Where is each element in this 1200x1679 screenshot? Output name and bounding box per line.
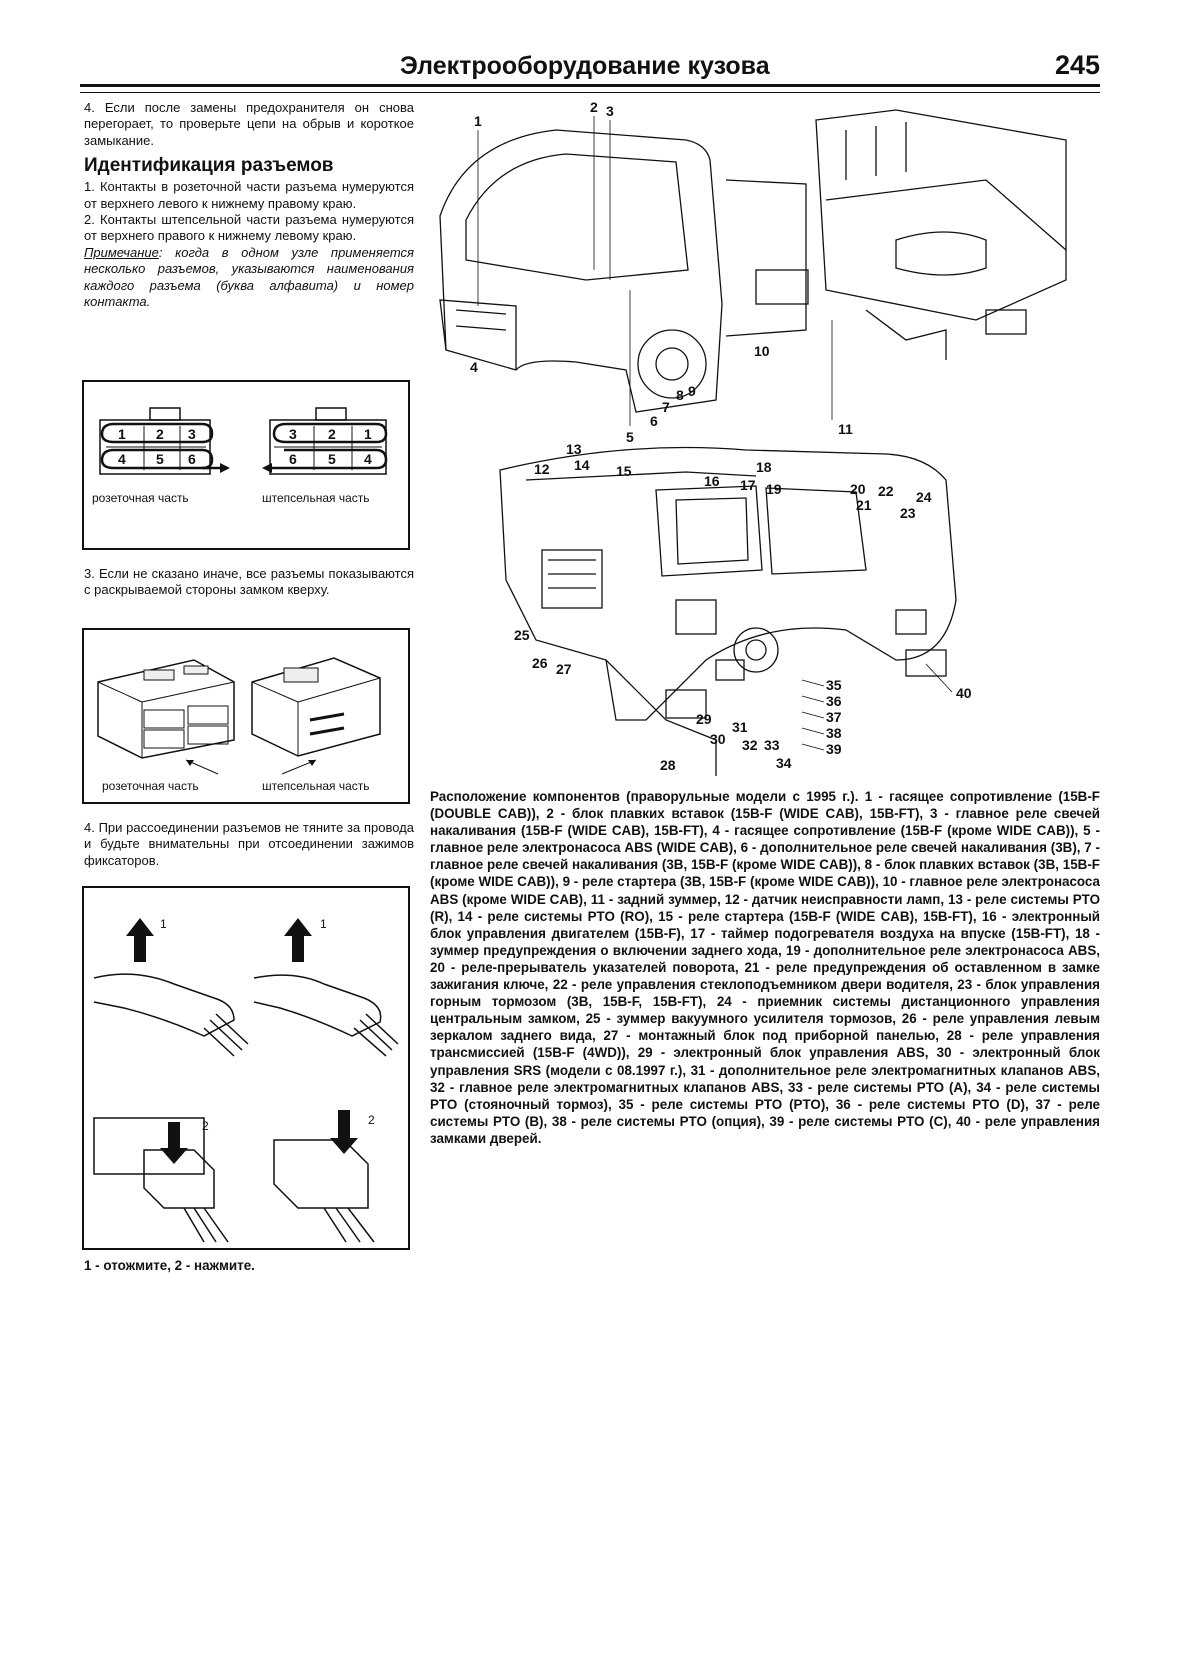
figure-disconnect-steps [82, 886, 410, 1250]
left-pin-2: 2 [156, 426, 164, 442]
callout-33: 33 [764, 737, 780, 753]
callout-22: 22 [878, 483, 894, 499]
right-pin-3: 3 [289, 426, 297, 442]
component-location-drawing [426, 100, 1102, 776]
callout-17: 17 [740, 477, 756, 493]
callout-40: 40 [956, 685, 972, 701]
callout-36: 36 [826, 693, 842, 709]
section-title: Идентификация разъемов [84, 155, 334, 177]
callout-27: 27 [556, 661, 572, 677]
step-1b-number: 1 [320, 917, 327, 931]
disconnect-steps-drawing [84, 888, 408, 1248]
right-pin-2: 2 [328, 426, 336, 442]
figure-connector-views [82, 628, 410, 804]
callout-2: 2 [590, 100, 598, 115]
callout-20: 20 [850, 481, 866, 497]
figure-disconnect-caption: 1 - отожмите, 2 - нажмите. [84, 1258, 255, 1273]
callout-39: 39 [826, 741, 842, 757]
component-location-diagram [426, 100, 1102, 776]
step-2a-number: 2 [202, 1119, 209, 1133]
callout-16: 16 [704, 473, 720, 489]
callout-32: 32 [742, 737, 758, 753]
header-rule [80, 92, 1100, 93]
page-number: 245 [1054, 50, 1100, 80]
callout-29: 29 [696, 711, 712, 727]
callout-23: 23 [900, 505, 916, 521]
callout-8: 8 [676, 387, 684, 403]
callout-37: 37 [826, 709, 842, 725]
callout-7: 7 [662, 399, 670, 415]
callout-13: 13 [566, 441, 582, 457]
callout-12: 12 [534, 461, 550, 477]
left-column [84, 100, 414, 310]
paragraph-fuse: 4. Если после замены предохранителя он снова перегорает, то проверьте цепи на обрыв и короткое замыкание. [84, 100, 414, 148]
left-pin-3: 3 [188, 426, 196, 442]
callout-6: 6 [650, 413, 658, 429]
callout-10: 10 [754, 343, 770, 359]
callout-38: 38 [826, 725, 842, 741]
callout-28: 28 [660, 757, 676, 773]
callout-30: 30 [710, 731, 726, 747]
step-2b-number: 2 [368, 1113, 375, 1127]
right-pin-5: 5 [328, 451, 336, 467]
callout-21: 21 [856, 497, 872, 513]
label-plug-part: штепсельная часть [262, 491, 370, 505]
paragraph-socket-numbering: 1. Контакты в розеточной части разъема нумеруются от верхнего левого к нижнему правому краю. [84, 179, 414, 211]
callout-4: 4 [470, 359, 478, 375]
left-pin-1: 1 [118, 426, 126, 442]
callout-1: 1 [474, 113, 482, 129]
left-pin-5: 5 [156, 451, 164, 467]
callout-14: 14 [574, 457, 590, 473]
pin-numbering-drawing [84, 382, 408, 548]
paragraph-3-wrap [84, 566, 414, 599]
fig2-label-plug: штепсельная часть [262, 779, 370, 793]
callout-3: 3 [606, 103, 614, 119]
callout-25: 25 [514, 627, 530, 643]
connector-views-drawing [84, 630, 408, 802]
right-pin-6: 6 [289, 451, 297, 467]
callout-11: 11 [838, 421, 853, 437]
callout-9: 9 [688, 383, 696, 399]
left-pin-4: 4 [118, 451, 126, 467]
right-pin-4: 4 [364, 451, 372, 467]
left-pin-6: 6 [188, 451, 196, 467]
page-header [80, 50, 1100, 87]
callout-5: 5 [626, 429, 634, 445]
callout-35: 35 [826, 677, 842, 693]
right-pin-1: 1 [364, 426, 372, 442]
paragraph-4-wrap [84, 820, 414, 869]
component-location-caption: Расположение компонентов (праворульные модели с 1995 г.). 1 - гасящее сопротивление (15B-F (DOUBLE CAB)), 2 - блок плавких вставок (15B-F (WIDE CAB), 15B-FT), 3 - главное реле свечей накаливания (15B-F (WIDE CAB), 15B-FT), 4 - гасящее сопротивление (15B-F (кроме WIDE CAB)), 5 - главное реле электронасоса ABS (WIDE CAB), 6 - дополнительное реле свечей накаливания (3B), 7 - главное реле свечей накаливания (3B, 15B-F (кроме WIDE CAB)), 8 - блок плавких вставок (3B, 15B-F (кроме WIDE CAB)), 9 - реле стартера (3B, 15B-F (кроме WIDE CAB)), 10 - главное реле электронасоса ABS (кроме WIDE CAB), 11 - задний зуммер, 12 - датчик неисправности ламп, 13 - реле системы PTO (R), 14 - реле системы PTO (RO), 15 - реле стартера (15B-F (WIDE CAB), 15B-FT), 16 - электронный блок управления двигателем (15B-F), 17 - таймер подогревателя воздуха на впуске (15B-FT), 18 - зуммер предупреждения о включении заднего хода, 19 - дополнительное реле электронасоса ABS, 20 - реле-прерыватель указателей поворота, 21 - реле предупреждения об оставленном в замке зажигания ключе, 22 - реле управления стеклоподъемником двери водителя, 23 - блок управления горным тормозом (3B, 15B-F, 15B-FT), 24 - приемник системы дистанционного управления центральным замком, 25 - зуммер вакуумного усилителя тормозов, 26 - реле управления левым зеркалом заднего вида, 27 - монтажный блок под приборной панелью, 28 - реле управления трансмиссией (15B-F (4WD)), 29 - электронный блок управления ABS, 30 - электронный блок управления SRS (модели с 08.1997 г.), 31 - дополнительное реле электромагнитных клапанов ABS, 32 - главное реле электромагнитных клапанов ABS, 33 - реле системы PTO (A), 34 - реле системы PTO (стояночный тормоз), 35 - реле системы PTO (PTO), 36 - реле системы PTO (D), 37 - реле системы PTO (B), 38 - реле системы PTO (опция), 39 - реле системы PTO (C), 40 - реле управления замками дверей. [430, 789, 1100, 1146]
callout-34: 34 [776, 755, 792, 771]
fig2-label-socket: розеточная часть [102, 779, 199, 793]
paragraph-disconnect: 4. При рассоединении разъемов не тяните за провода и будьте внимательны при отсоединении зажимов фиксаторов. [84, 820, 414, 868]
callout-24: 24 [916, 489, 932, 505]
callout-19: 19 [766, 481, 782, 497]
note-paragraph [84, 245, 414, 311]
step-1a-number: 1 [160, 917, 167, 931]
page-title: Электрооборудование кузова [400, 52, 770, 80]
callout-26: 26 [532, 655, 548, 671]
paragraph-plug-numbering: 2. Контакты штепсельной части разъема нумеруются от верхнего правого к нижнему левому краю. [84, 212, 414, 244]
note-text: : когда в одном узле применяется несколько разъемов, указываются наименования каждого разъема (буква алфавита) и номер контакта. [84, 244, 414, 310]
paragraph-orientation: 3. Если не сказано иначе, все разъемы показываются с раскрываемой стороны замком кверху. [84, 566, 414, 598]
label-socket-part: розеточная часть [92, 491, 189, 505]
note-label: Примечание [84, 244, 159, 260]
figure-pin-numbering [82, 380, 410, 550]
callout-31: 31 [732, 719, 748, 735]
callout-15: 15 [616, 463, 632, 479]
callout-18: 18 [756, 459, 772, 475]
